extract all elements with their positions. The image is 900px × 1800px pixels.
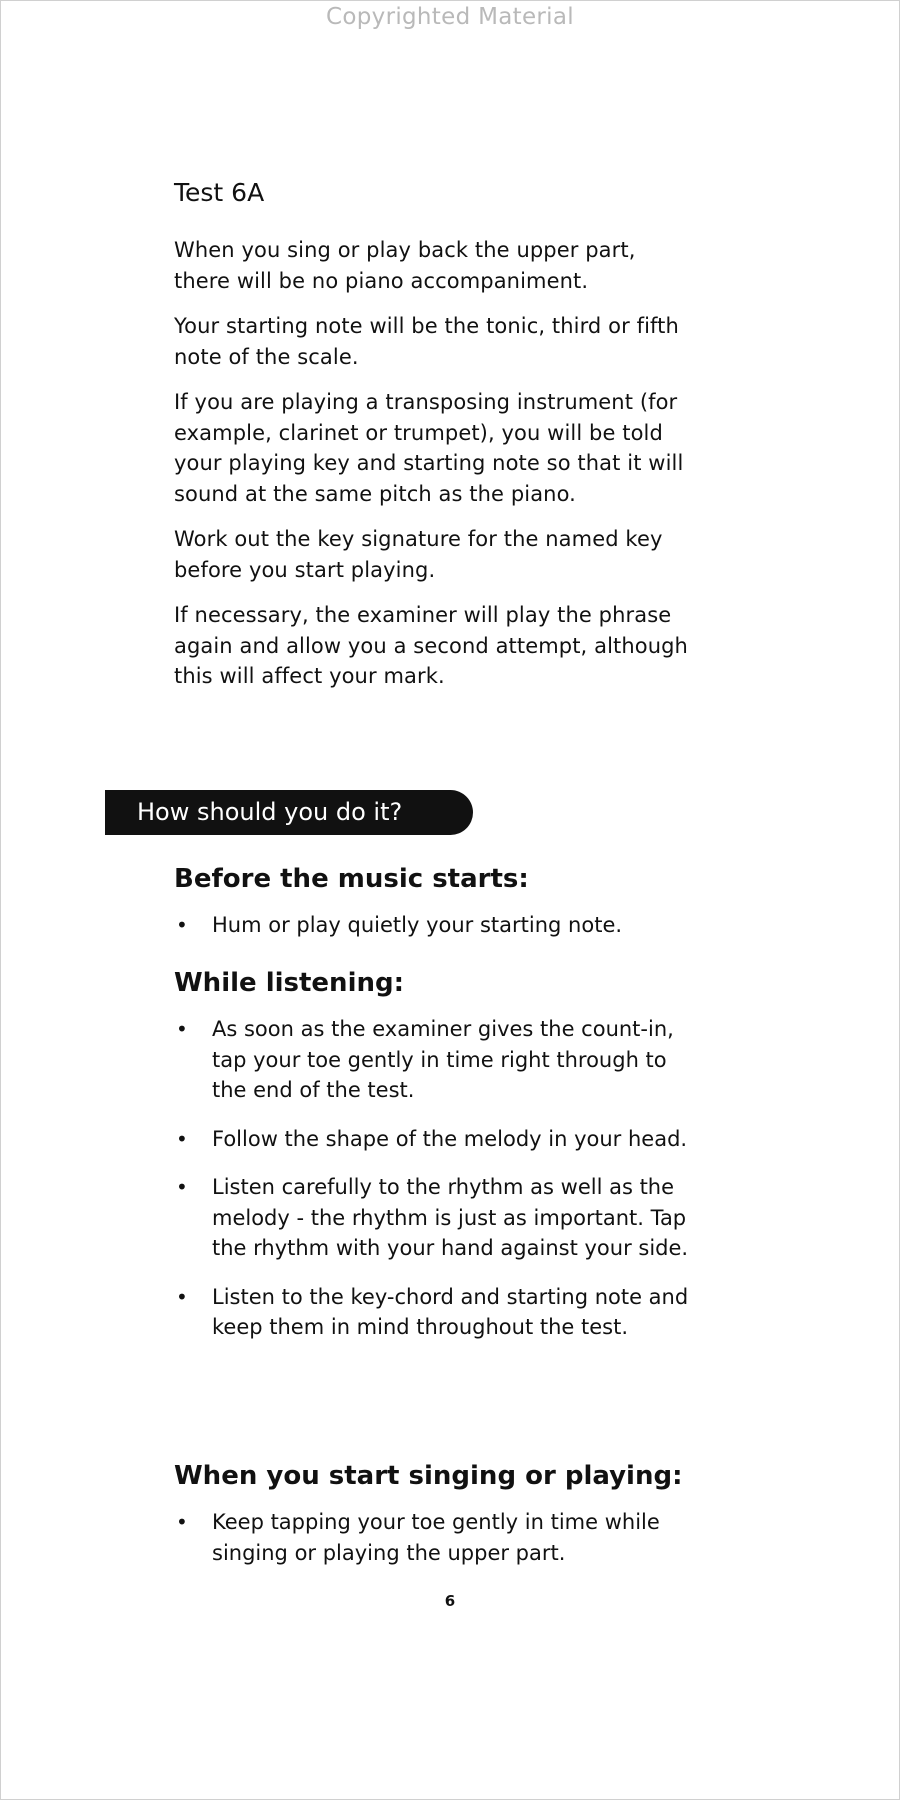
watermark: Copyrighted Material <box>326 4 574 30</box>
test-intro <box>174 178 694 707</box>
test-title: Test 6A <box>174 178 265 207</box>
paragraph: If necessary, the examiner will play the phrase again and allow you a second attempt, although this will affect your mark. <box>174 603 688 688</box>
section-while-listening <box>174 966 694 1361</box>
bullet-icon: • <box>176 1126 188 1151</box>
bullet-icon: • <box>176 913 188 937</box>
section-heading: When you start singing or playing: <box>174 1461 683 1491</box>
section-heading: While listening: <box>174 968 405 998</box>
paragraph: Your starting note will be the tonic, third or fifth note of the scale. <box>174 314 679 369</box>
bullet-list <box>174 1507 694 1568</box>
paragraph: If you are playing a transposing instrument (for example, clarinet or trumpet), you will be told your playing key and starting note so that it will sound at the same pitch as the piano. <box>174 390 684 506</box>
bullet-icon: • <box>176 1284 188 1309</box>
bullet-list <box>174 1014 694 1343</box>
list-item <box>174 1014 694 1106</box>
list-item-text: Listen to the key-chord and starting note and keep them in mind throughout the test. <box>212 1284 689 1339</box>
list-item <box>174 1282 694 1343</box>
section-banner: How should you do it? <box>105 790 473 835</box>
list-item <box>174 910 694 941</box>
list-item <box>174 1172 694 1264</box>
list-item-text: Keep tapping your toe gently in time while singing or playing the upper part. <box>212 1510 660 1565</box>
bullet-list <box>174 910 694 941</box>
section-heading: Before the music starts: <box>174 864 529 894</box>
list-item-text: Follow the shape of the melody in your head. <box>212 1126 688 1151</box>
bullet-icon: • <box>176 1175 188 1199</box>
section-before-music <box>174 862 694 959</box>
page-number: 6 <box>444 1592 456 1610</box>
list-item <box>174 1507 694 1568</box>
list-item-text: Listen carefully to the rhythm as well as the melody - the rhythm is just as important. Tap the rhythm with your hand against your side. <box>212 1175 689 1260</box>
paragraph: When you sing or play back the upper part, there will be no piano accompaniment. <box>174 238 636 293</box>
bullet-icon: • <box>176 1017 188 1041</box>
bullet-icon: • <box>176 1510 188 1534</box>
list-item <box>174 1124 694 1155</box>
list-item-text: As soon as the examiner gives the count-in, tap your toe gently in time right through to the end of the test. <box>212 1017 674 1102</box>
list-item-text: Hum or play quietly your starting note. <box>212 913 623 937</box>
section-start-singing <box>174 1459 694 1586</box>
paragraph: Work out the key signature for the named key before you start playing. <box>174 527 663 582</box>
